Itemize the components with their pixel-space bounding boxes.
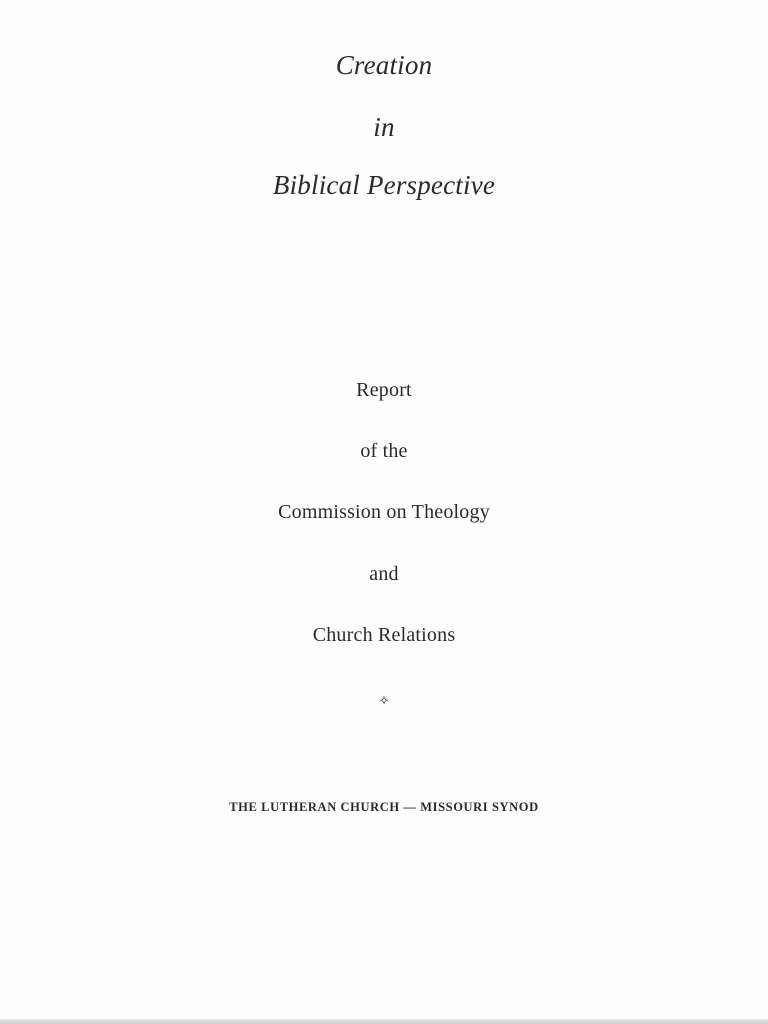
subtitle-line-3: Commission on Theology [278,501,490,523]
publisher-line: THE LUTHERAN CHURCH — MISSOURI SYNOD [229,800,539,814]
subtitle-line-5: Church Relations [312,624,456,646]
subtitle-line-2: of the [360,440,408,462]
page-bottom-edge [0,1019,768,1024]
subtitle-line-1: Report [356,379,412,401]
subtitle-line-4: and [369,563,399,585]
title-line-1: Creation [335,50,433,80]
title-line-3: Biblical Perspective [272,170,496,200]
title-line-2: in [373,112,395,142]
ornament-icon: ⟡ [379,692,389,707]
